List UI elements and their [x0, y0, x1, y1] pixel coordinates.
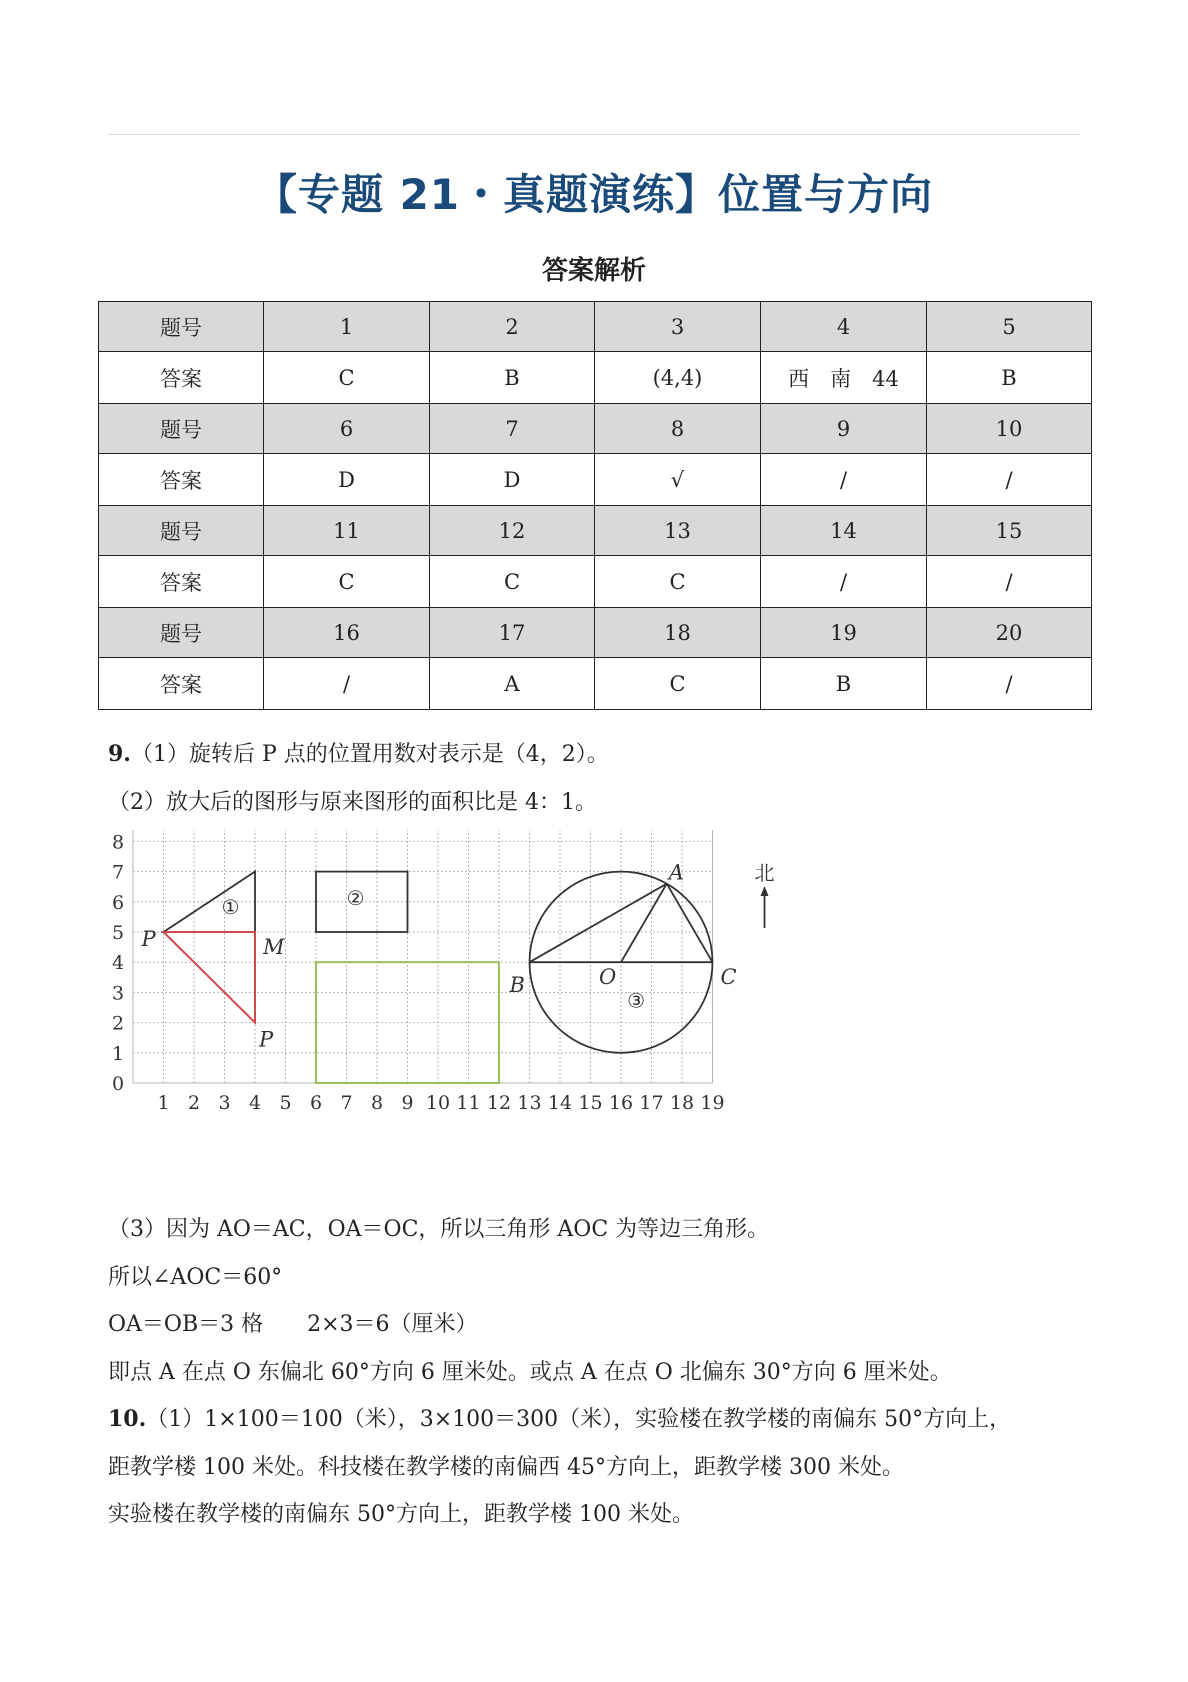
- y-tick-label: 4: [111, 952, 125, 975]
- table-cell: 5: [927, 302, 1092, 352]
- top-rule: [108, 134, 1080, 135]
- y-tick-label: 0: [111, 1073, 125, 1095]
- table-cell: 8: [595, 404, 761, 454]
- table-cell: C: [430, 556, 595, 608]
- table-cell: /: [927, 454, 1092, 506]
- row-label: 题号: [99, 506, 264, 556]
- segment-ac: [667, 884, 713, 963]
- q10-line-1: [108, 1402, 1011, 1433]
- q9-line-1: [108, 737, 609, 768]
- label-b: B: [509, 973, 525, 998]
- table-cell: 6: [264, 404, 430, 454]
- table-header-row: [99, 608, 1092, 658]
- q10-number: 10.: [108, 1406, 147, 1432]
- label-shape-3: ③: [627, 988, 646, 1013]
- table-answer-row: [99, 658, 1092, 710]
- x-tick-label: 19: [700, 1092, 725, 1114]
- table-cell: √: [595, 454, 761, 506]
- row-label: 答案: [99, 454, 264, 506]
- table-cell: B: [430, 352, 595, 404]
- table-cell: /: [761, 454, 927, 506]
- q9-line-3: （3）因为 AO＝AC，OA＝OC，所以三角形 AOC 为等边三角形。: [108, 1217, 770, 1242]
- page-subtitle: 答案解析: [541, 256, 646, 286]
- table-cell: B: [927, 352, 1092, 404]
- table-cell: 9: [761, 404, 927, 454]
- table-cell: 19: [761, 608, 927, 658]
- label-a: A: [668, 860, 684, 885]
- label-c: C: [720, 965, 737, 990]
- x-tick-label: 6: [309, 1092, 323, 1114]
- q10-line-3: 实验楼在教学楼的南偏东 50°方向上，距教学楼 100 米处。: [108, 1502, 694, 1527]
- label-o: O: [599, 965, 617, 990]
- x-tick-label: 8: [370, 1092, 384, 1114]
- q9-line-4: 所以∠AOC＝60°: [108, 1265, 283, 1290]
- y-tick-label: 1: [111, 1042, 125, 1065]
- table-cell: 2: [430, 302, 595, 352]
- table-cell: 3: [595, 302, 761, 352]
- label-m: M: [263, 935, 285, 959]
- table-cell: 12: [430, 506, 595, 556]
- grid: [133, 830, 713, 1083]
- label-shape-2: ②: [346, 885, 365, 910]
- q10-text-1: （1）1×100＝100（米），3×100＝300（米），实验楼在教学楼的南偏东 50°方向上，: [146, 1407, 1012, 1432]
- table-cell: C: [264, 352, 430, 404]
- row-label: 答案: [99, 556, 264, 608]
- table-cell: 1: [264, 302, 430, 352]
- table-cell: /: [927, 658, 1092, 710]
- q9-number: 9.: [108, 741, 131, 767]
- row-label: 题号: [99, 302, 264, 352]
- row-label: 题号: [99, 404, 264, 454]
- table-cell: D: [264, 454, 430, 506]
- x-tick-label: 16: [608, 1092, 634, 1114]
- page-title: 【专题 21・真题演练】位置与方向: [254, 170, 934, 219]
- figure-shapes: [141, 861, 775, 1083]
- table-cell: /: [927, 556, 1092, 608]
- table-cell: /: [761, 556, 927, 608]
- label-p-original: P: [141, 927, 156, 951]
- y-tick-label: 5: [111, 922, 125, 944]
- table-cell: 4: [761, 302, 927, 352]
- y-tick-label: 8: [111, 831, 125, 854]
- table-cell: 13: [595, 506, 761, 556]
- table-answer-row: [99, 352, 1092, 404]
- q9-text-1: （1）旋转后 P 点的位置用数对表示是（4，2）。: [130, 742, 609, 767]
- label-shape-1: ①: [221, 894, 240, 919]
- table-answer-row: [99, 454, 1092, 506]
- x-tick-label: 12: [486, 1092, 512, 1114]
- x-tick-label: 10: [425, 1092, 451, 1114]
- q9-line-2: （2）放大后的图形与原来图形的面积比是 4：1。: [108, 790, 597, 815]
- q9-line-5: OA＝OB＝3 格 2×3＝6（厘米）: [108, 1312, 478, 1337]
- y-tick-label: 3: [111, 982, 125, 1005]
- row-label: 题号: [99, 608, 264, 658]
- x-tick-label: 4: [248, 1092, 262, 1114]
- table-cell: 17: [430, 608, 595, 658]
- row-label: 答案: [99, 352, 264, 404]
- table-cell: 20: [927, 608, 1092, 658]
- x-tick-label: 17: [639, 1092, 664, 1114]
- table-cell: 16: [264, 608, 430, 658]
- triangle-rotated: [164, 932, 256, 1023]
- table-header-row: [99, 506, 1092, 556]
- north-arrow-icon: [761, 886, 769, 896]
- x-tick-label: 9: [401, 1092, 414, 1114]
- table-cell: 7: [430, 404, 595, 454]
- x-tick-label: 7: [340, 1092, 353, 1114]
- x-tick-label: 2: [187, 1092, 201, 1114]
- table-cell: 西 南 44: [761, 352, 927, 404]
- y-tick-label: 2: [111, 1012, 125, 1035]
- table-cell: /: [264, 658, 430, 710]
- table-cell: A: [430, 658, 595, 710]
- q9-line-6: 即点 A 在点 O 东偏北 60°方向 6 厘米处。或点 A 在点 O 北偏东 30°方向 6 厘米处。: [108, 1360, 952, 1385]
- coordinate-figure: [104, 830, 804, 1190]
- x-tick-label: 3: [218, 1092, 231, 1114]
- table-answer-row: [99, 556, 1092, 608]
- table-cell: (4,4): [595, 352, 761, 404]
- table-header-row: [99, 302, 1092, 352]
- y-tick-label: 7: [111, 861, 125, 884]
- table-cell: 11: [264, 506, 430, 556]
- table-cell: D: [430, 454, 595, 506]
- x-tick-label: 15: [578, 1092, 603, 1114]
- table-cell: C: [595, 658, 761, 710]
- x-tick-label: 11: [456, 1092, 481, 1114]
- q10-line-2: 距教学楼 100 米处。科技楼在教学楼的南偏西 45°方向上，距教学楼 300 米处。: [108, 1455, 904, 1480]
- table-cell: 18: [595, 608, 761, 658]
- x-tick-label: 13: [517, 1092, 542, 1114]
- answer-table: [98, 301, 1092, 710]
- x-tick-label: 5: [279, 1092, 292, 1114]
- row-label: 答案: [99, 658, 264, 710]
- table-cell: B: [761, 658, 927, 710]
- north-label: 北: [754, 861, 775, 885]
- segment-ab: [530, 884, 667, 963]
- x-tick-label: 14: [547, 1092, 573, 1114]
- table-cell: C: [264, 556, 430, 608]
- segment-ao: [621, 884, 667, 963]
- table-cell: 10: [927, 404, 1092, 454]
- table-cell: 15: [927, 506, 1092, 556]
- label-p-rotated: P: [259, 1027, 274, 1052]
- y-tick-label: 6: [111, 891, 125, 914]
- table-header-row: [99, 404, 1092, 454]
- table-cell: 14: [761, 506, 927, 556]
- table-cell: C: [595, 556, 761, 608]
- x-tick-label: 18: [669, 1092, 695, 1114]
- x-tick-label: 1: [157, 1092, 170, 1114]
